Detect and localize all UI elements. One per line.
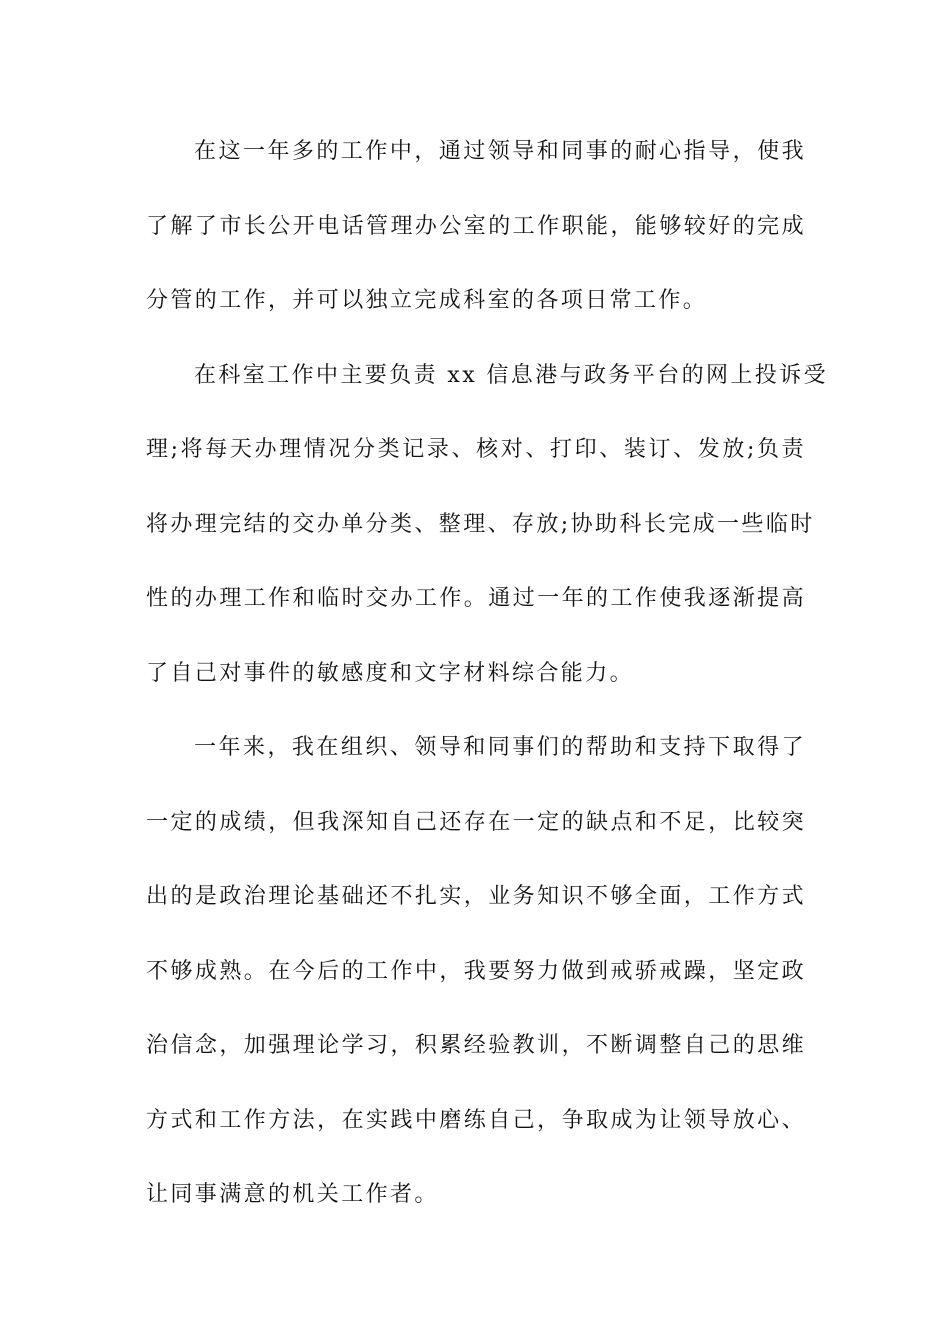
paragraph-2-line-4: 性的办理工作和临时交办工作。通过一年的工作使我逐渐提高 (146, 586, 806, 611)
paragraph-2-line-5: 了自己对事件的敏感度和文字材料综合能力。 (146, 660, 635, 686)
paragraph-2-line-1: 在科室工作中主要负责 xx 信息港与政务平台的网上投诉受 (194, 362, 829, 388)
paragraph-1-line-2: 了解了市长公开电话管理办公室的工作职能，能够较好的完成 (146, 213, 806, 239)
document-body (146, 128, 829, 1246)
paragraph-3-line-5: 治信念，加强理论学习，积累经验教训，不断调整自己的思维 (146, 1033, 806, 1058)
paragraph-3-line-7: 让同事满意的机关工作者。 (146, 1182, 439, 1207)
paragraph-2-line-2: 理;将每天办理情况分类记录、核对、打印、装订、发放;负责 (146, 437, 806, 462)
paragraph-1-line-1: 在这一年多的工作中，通过领导和同事的耐心指导，使我 (194, 139, 806, 164)
paragraph-3-line-3: 出的是政治理论基础还不扎实，业务知识不够全面，工作方式 (146, 884, 806, 909)
paragraph-3-line-1: 一年来，我在组织、领导和同事们的帮助和支持下取得了 (194, 735, 806, 760)
paragraph-3-line-6: 方式和工作方法，在实践中磨练自己，争取成为让领导放心、 (146, 1107, 806, 1133)
paragraph-2-line-3: 将办理完结的交办单分类、整理、存放;协助科长完成一些临时 (146, 511, 815, 537)
paragraph-1-line-3: 分管的工作，并可以独立完成科室的各项日常工作。 (146, 288, 708, 313)
paragraph-3-line-2: 一定的成绩，但我深知自己还存在一定的缺点和不足，比较突 (146, 809, 806, 835)
paragraph-3-line-4: 不够成熟。在今后的工作中，我要努力做到戒骄戒躁，坚定政 (146, 958, 806, 984)
